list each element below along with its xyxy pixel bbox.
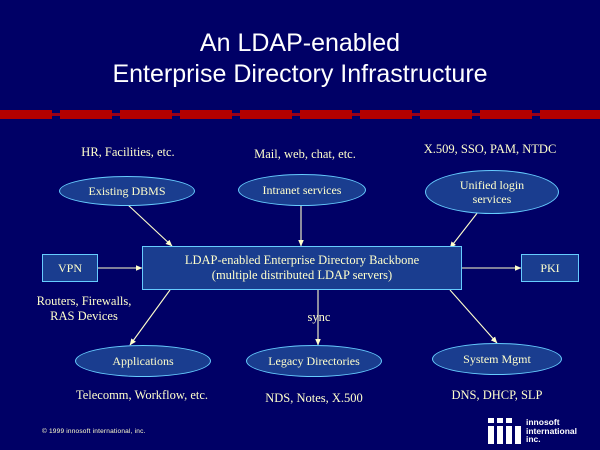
innosoft-logo [488, 418, 592, 444]
label-sync: sync [307, 310, 331, 324]
logo-square [506, 418, 512, 423]
copyright-notice: © 1999 innosoft international, inc. [42, 428, 146, 435]
unified-login-line-1: Unified login [459, 178, 525, 192]
node-existing-dbms-label: Existing DBMS [88, 184, 166, 198]
logo-square [497, 418, 503, 423]
backbone-line-2: (multiple distributed LDAP servers) [211, 268, 393, 282]
divider-dash [240, 110, 292, 119]
node-legacy-directories-label: Legacy Directories [268, 354, 360, 368]
arrow-unifiedlogin-to-backbone [450, 212, 478, 248]
node-system-mgmt[interactable] [432, 343, 562, 375]
node-pki[interactable] [521, 254, 579, 282]
backbone-line-1: LDAP-enabled Enterprise Directory Backbone [184, 253, 420, 267]
node-vpn[interactable] [42, 254, 98, 282]
node-applications-label: Applications [112, 354, 174, 368]
node-ldap-backbone[interactable] [142, 246, 462, 290]
node-existing-dbms[interactable] [59, 176, 195, 206]
divider-dash [300, 110, 352, 119]
title-line-1: An LDAP-enabled [199, 29, 401, 57]
label-dns-dhcp-slp: DNS, DHCP, SLP [451, 388, 543, 402]
divider-dash [420, 110, 472, 119]
logo-bars-icon [488, 418, 524, 444]
node-vpn-label: VPN [57, 261, 82, 275]
divider-dash [180, 110, 232, 119]
label-nds-notes-x500: NDS, Notes, X.500 [265, 391, 363, 405]
arrow-dbms-to-backbone [127, 204, 172, 246]
label-hr-facilities: HR, Facilities, etc. [81, 145, 175, 159]
divider-dash [60, 110, 112, 119]
node-intranet-services-label: Intranet services [262, 183, 342, 197]
routers-line-2: RAS Devices [50, 309, 118, 323]
routers-line-1: Routers, Firewalls, [36, 294, 132, 308]
node-unified-login-services-label [460, 178, 524, 206]
node-applications[interactable] [75, 345, 211, 377]
node-intranet-services[interactable] [238, 174, 366, 206]
label-mail-web-chat: Mail, web, chat, etc. [254, 147, 356, 161]
label-telecomm-workflow: Telecomm, Workflow, etc. [75, 388, 209, 402]
arrow-backbone-systemmgmt [450, 290, 497, 343]
divider-dash [360, 110, 412, 119]
logo-line-2: international [526, 425, 578, 436]
divider-dash [0, 110, 52, 119]
unified-login-line-2: services [472, 192, 512, 206]
divider-dash [480, 110, 532, 119]
label-x509-sso: X.509, SSO, PAM, NTDC [423, 142, 557, 156]
divider-dash [540, 110, 600, 119]
node-system-mgmt-label: System Mgmt [463, 352, 531, 366]
divider-dash [120, 110, 172, 119]
page-title [0, 28, 600, 90]
logo-wordmark [526, 418, 577, 444]
logo-square [488, 418, 494, 423]
logo-line-3: inc. [526, 434, 541, 445]
title-line-2: Enterprise Directory Infrastructure [112, 60, 488, 88]
logo-bar [488, 426, 494, 444]
logo-bar [497, 426, 503, 444]
node-legacy-directories[interactable] [246, 345, 382, 377]
logo-line-1: innosoft [526, 417, 560, 427]
title-divider [0, 110, 600, 120]
node-unified-login-services[interactable] [425, 170, 559, 214]
logo-bar [515, 426, 521, 444]
node-ldap-backbone-label [185, 253, 419, 283]
logo-bar [506, 426, 512, 444]
node-pki-label: PKI [540, 261, 560, 275]
label-routers-firewalls [14, 294, 154, 324]
